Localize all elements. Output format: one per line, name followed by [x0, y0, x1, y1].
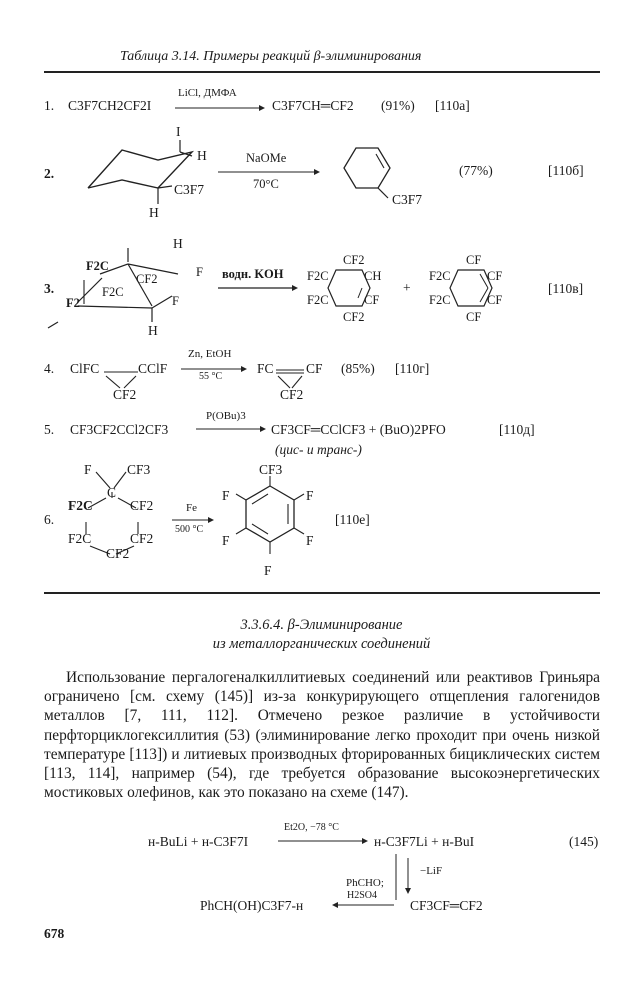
reaction-3-p1-cf2-b: CF2 [343, 310, 365, 324]
reaction-3-arrow [218, 284, 298, 292]
reaction-2-h-bottom: H [149, 205, 159, 220]
scheme-145-left-reagent-bottom: H2SO4 [347, 890, 378, 901]
reaction-3-p1-ch: CH [364, 269, 382, 283]
scheme-145-left-reagent-top: PhCHO; [346, 877, 384, 889]
reaction-3-f2c-a: F2C [86, 259, 109, 273]
section-number: 3.3.6.4. [240, 617, 285, 633]
reaction-2-arrow [218, 168, 320, 176]
reaction-6-product-f-ur: F [306, 488, 314, 503]
reaction-3-bicyclic [48, 244, 228, 340]
reaction-3-f-left: F2 [66, 296, 80, 310]
reaction-4-ref: [110г] [395, 361, 430, 376]
table-bottom-rule [44, 592, 600, 594]
reaction-6-product-cf3: CF3 [259, 462, 283, 477]
scheme-145-left-arrow [332, 901, 396, 909]
reaction-4-product-left: FC [257, 361, 274, 376]
reaction-1-ref: [110а] [435, 98, 470, 113]
reaction-3-p2-cf-3: CF [487, 293, 503, 307]
reaction-3-p2-cf: CF [466, 253, 482, 267]
reaction-6-cf2-c: CF2 [106, 546, 130, 561]
section-heading-line-1 [0, 617, 643, 634]
reaction-2-number: 2. [44, 166, 55, 181]
reaction-4-reagent-top: Zn, EtOH [188, 348, 232, 360]
scheme-145-arrow [278, 837, 368, 845]
reaction-4-reactant-bottom: CF2 [113, 387, 137, 402]
reaction-5-arrow [196, 425, 266, 433]
reaction-2-reagent-bottom: 70°C [253, 177, 279, 191]
reaction-2-iodine: I [176, 124, 181, 139]
reaction-3-h-bottom: H [148, 323, 158, 338]
reaction-3-plus: + [403, 280, 411, 295]
scheme-145-down-reagent: −LiF [420, 865, 443, 877]
reaction-6-ref: [110е] [335, 512, 370, 527]
reaction-6-product-f-bottom: F [264, 563, 272, 578]
reaction-5-ref: [110д] [499, 422, 535, 437]
reaction-1-yield: (91%) [381, 98, 415, 113]
reaction-5-note: (цис- и транс-) [275, 442, 362, 457]
reaction-3-p1-cf: CF [364, 293, 380, 307]
reaction-6-reagent-bottom: 500 °C [175, 524, 204, 535]
reaction-5-product: CF3CF═CClCF3 + (BuO)2PFO [271, 422, 446, 437]
reaction-3-cf2-a: CF2 [136, 272, 158, 286]
reaction-3-p2-f2c: F2C [429, 269, 451, 283]
reaction-4-reagent-bottom: 55 °C [199, 371, 223, 382]
reaction-6-product-f-ul: F [222, 488, 230, 503]
section-title-2: из металлорганических соединений [212, 636, 431, 652]
reaction-2-h-top: H [197, 148, 207, 163]
page-number: 678 [44, 926, 65, 941]
reaction-3-p1-cf2: CF2 [343, 253, 365, 267]
reaction-3-h-top: H [173, 236, 183, 251]
reaction-6-cf2-b: CF2 [130, 531, 154, 546]
scheme-145-left-product: PhCH(OH)C3F7-н [200, 898, 304, 913]
scheme-145-number: (145) [569, 834, 599, 849]
reaction-6-reagent-top: Fe [186, 502, 197, 514]
reaction-5-number: 5. [44, 422, 55, 437]
reaction-6-product-f-lr: F [306, 533, 314, 548]
reaction-1-product: C3F7CH═CF2 [272, 98, 354, 113]
reaction-6-benzene-ring [232, 476, 312, 572]
scheme-145-left: н-BuLi + н-C3F7I [148, 834, 249, 849]
scheme-145-down-product: CF3CF═CF2 [410, 898, 483, 913]
reaction-5-reagent: P(OBu)3 [206, 410, 246, 422]
reaction-4-product-bottom: CF2 [280, 387, 304, 402]
reaction-6-f2c-2: F2C [68, 531, 92, 546]
reaction-4-reactant-right: CClF [138, 361, 168, 376]
reaction-4-number: 4. [44, 361, 55, 376]
reaction-6-cf3: CF3 [127, 462, 151, 477]
section-title-1: β-Элиминирование [287, 617, 403, 633]
reaction-1-arrow [175, 104, 265, 112]
reaction-6-number: 6. [44, 512, 55, 527]
reaction-3-f-right: F [196, 265, 203, 279]
reaction-4-reactant-left: ClFC [70, 361, 100, 376]
reaction-2-ref: [110б] [548, 163, 584, 178]
reaction-3-ref: [110в] [548, 281, 584, 296]
body-paragraph-container [44, 668, 600, 802]
reaction-1-reagent: LiCl, ДМФА [178, 87, 237, 99]
scheme-145-right: н-C3F7Li + н-BuI [374, 834, 475, 849]
reaction-6-f2c: F2C [68, 498, 93, 513]
reaction-2-c3f7: C3F7 [174, 182, 205, 197]
reaction-6-cf2: CF2 [130, 498, 154, 513]
reaction-3-number: 3. [44, 281, 55, 296]
reaction-2-cyclohexene [336, 146, 396, 206]
reaction-3-p2-cf-2: CF [487, 269, 503, 283]
reaction-3-p2-cf-4: CF [466, 310, 482, 324]
table-top-rule [44, 71, 600, 73]
reaction-2-reagent-top: NaOMe [246, 151, 287, 165]
reaction-3-f2c-b: F2C [102, 285, 124, 299]
reaction-4-product-right: CF [306, 361, 323, 376]
reaction-3-p2-f2c-2: F2C [429, 293, 451, 307]
reaction-6-product-f-ll: F [222, 533, 230, 548]
reaction-3-p1-f2c-2: F2C [307, 293, 329, 307]
reaction-6-c: C [107, 485, 117, 500]
reaction-3-p1-f2c: F2C [307, 269, 329, 283]
reaction-4-yield: (85%) [341, 361, 375, 376]
table-title: Таблица 3.14. Примеры реакций β-элиминирования [120, 49, 422, 64]
reaction-3-reagent: водн. KOH [222, 267, 284, 281]
reaction-2-product-substituent: C3F7 [392, 192, 423, 207]
body-paragraph: Использование пергалогеналкиллитиевых соединений или реактивов Гриньяра ограничено [см. схему (145)] из-за конкурирующего отщепления галогенидов металлов [7, 111, 112]. Отмечено резкое различие в устойчивости перфторциклогексиллития (53) (элиминирование легко проходит при очень низкой температуре [113]) и литиевых производных фторированных бициклических систем [113, 114], например (54), где требуется образование высокоэнергетических мостиковых олефинов, как это показано на схеме (147). [44, 669, 600, 802]
scheme-145-reagent: Et2O, −78 °C [284, 822, 339, 833]
reaction-1-number: 1. [44, 98, 55, 113]
reaction-6-arrow [172, 516, 214, 524]
reaction-3-f-right-2: F [172, 294, 179, 308]
reaction-6-f: F [84, 462, 92, 477]
reaction-1-reactant: C3F7CH2CF2I [68, 98, 152, 113]
reaction-2-yield: (77%) [459, 163, 493, 178]
reaction-5-reactant: CF3CF2CCl2CF3 [70, 422, 169, 437]
